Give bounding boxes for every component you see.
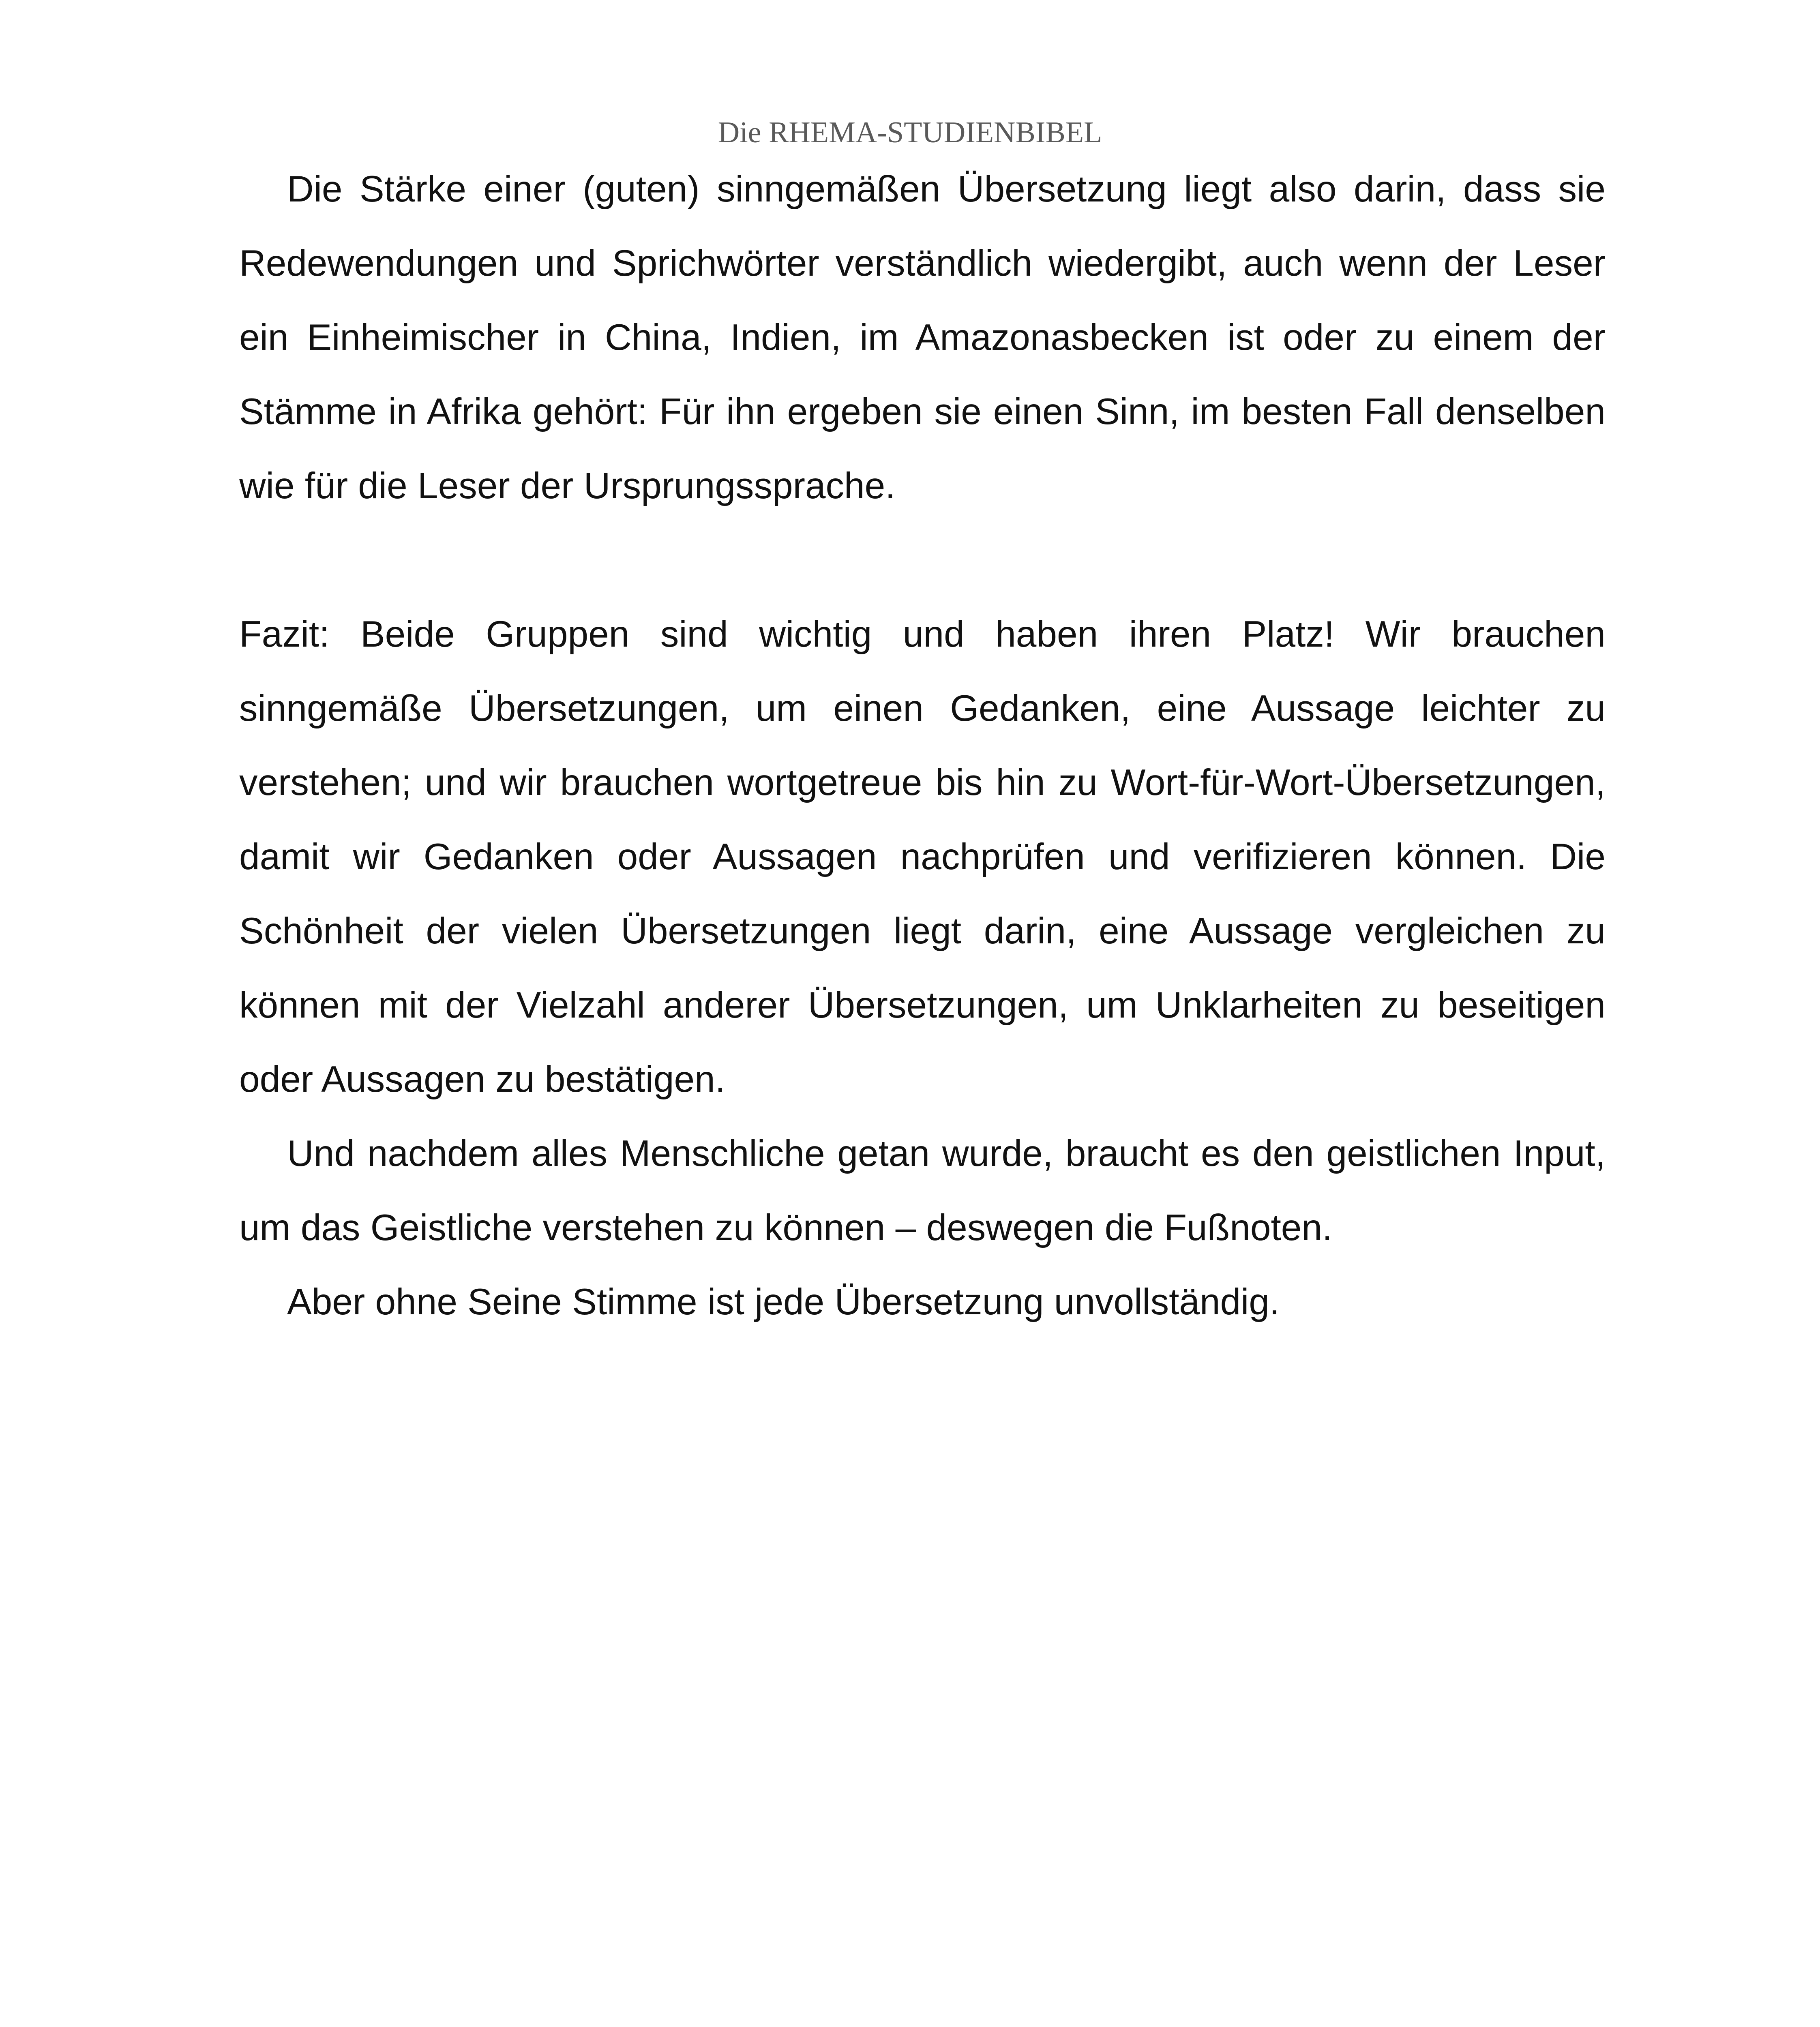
paragraph: Fazit: Beide Gruppen sind wichtig und haben ihren Platz! Wir brauchen sinngemäße Übersetzungen, um einen Gedanken, eine Aussage leichter zu verstehen; und wir brauchen wortgetreue bis hin zu Wort-für-Wort-Übersetzungen, damit wir Gedanken oder Aussagen nachprüfen und verifizieren können. Die Schönheit der vielen Übersetzungen liegt darin, eine Aussage vergleichen zu können mit der Vielzahl anderer Übersetzungen, um Unklarheiten zu beseitigen oder Aussagen zu bestätigen. — [239, 614, 1606, 1100]
body-text — [239, 152, 1606, 1339]
paragraph: Die Stärke einer (guten) sinngemäßen Übersetzung liegt also darin, dass sie Redewendungen und Sprichwörter verständlich wiedergibt, auch wenn der Leser ein Einheimischer in China, Indien, im Amazonasbecken ist oder zu einem der Stämme in Afrika gehört: Für ihn ergeben sie einen Sinn, im besten Fall denselben wie für die Leser der Ursprungssprache. — [239, 169, 1606, 506]
running-header: Die RHEMA-STUDIENBIBEL — [718, 116, 1102, 149]
paragraph: Aber ohne Seine Stimme ist jede Übersetzung unvollständig. — [287, 1281, 1280, 1322]
paragraph: Und nachdem alles Menschliche getan wurde, braucht es den geistlichen Input, um das Geistliche verstehen zu können – deswegen die Fußnoten. — [239, 1133, 1606, 1248]
paragraph-spacer — [239, 523, 1606, 597]
